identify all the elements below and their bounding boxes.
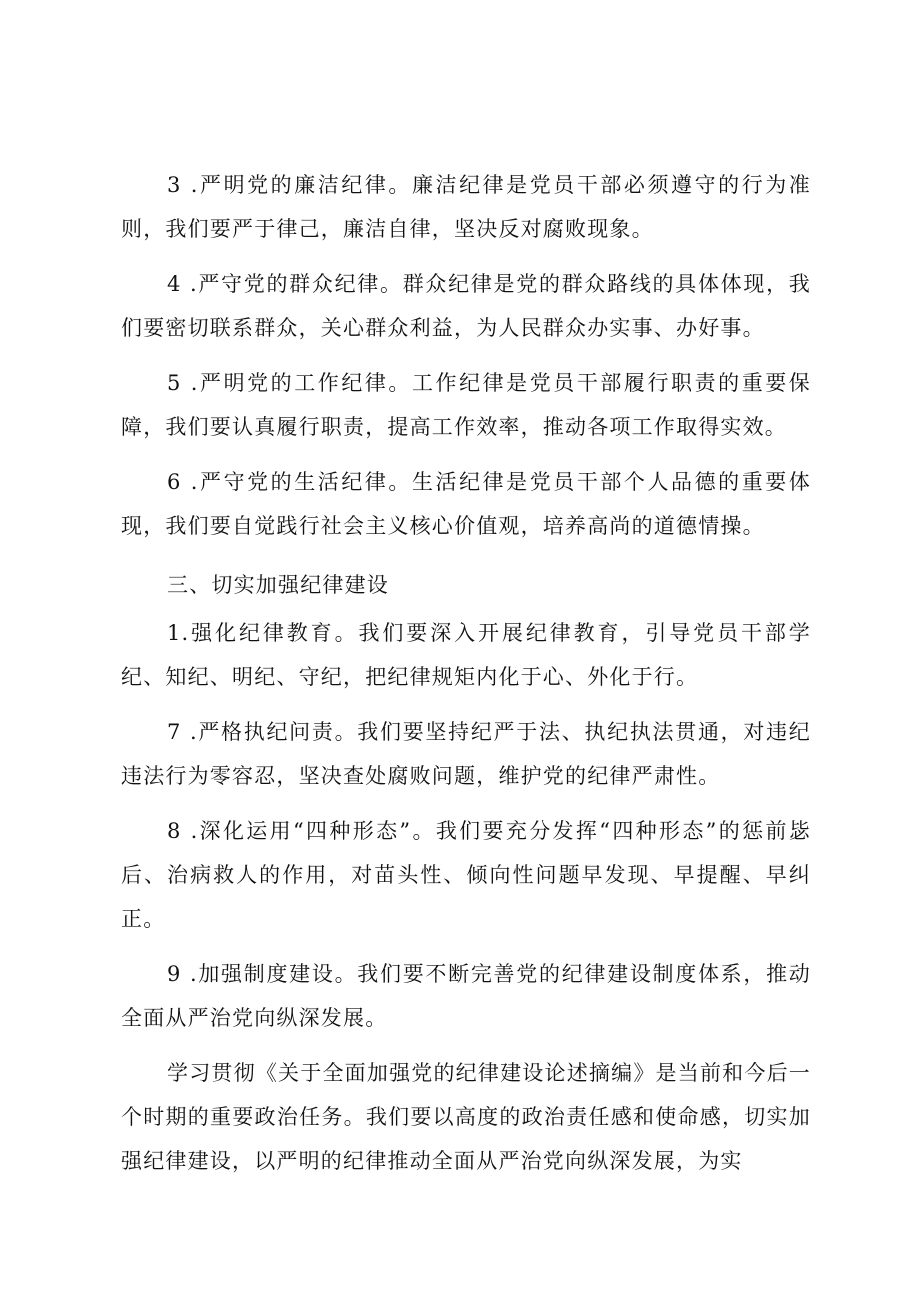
paragraph-discipline-education: 1.强化纪律教育。我们要深入开展纪律教育，引导党员干部学纪、知纪、明纪、守纪，把纪律规矩内化于心、外化于行。: [121, 621, 811, 689]
paragraph-accountability: 7 .严格执纪问责。我们要坚持纪严于法、执纪执法贯通，对违纪违法行为零容忍，坚决查处腐败问题，维护党的纪律严肃性。: [121, 720, 811, 788]
paragraph-conclusion: 学习贯彻《关于全面加强党的纪律建设论述摘编》是当前和今后一个时期的重要政治任务。我们要以高度的政治责任感和使命感，切实加强纪律建设，以严明的纪律推动全面从严治党向纵深发展，为实: [121, 1061, 811, 1173]
paragraph-system-building: 9 .加强制度建设。我们要不断完善党的纪律建设制度体系，推动全面从严治党向纵深发展。: [121, 962, 811, 1030]
paragraph-integrity-discipline: 3 .严明党的廉洁纪律。廉洁纪律是党员干部必须遵守的行为准则，我们要严于律己，廉洁自律，坚决反对腐败现象。: [121, 173, 811, 241]
paragraph-four-forms: 8 .深化运用“四种形态”。我们要充分发挥“四种形态”的惩前毖后、治病救人的作用，对苗头性、倾向性问题早发现、早提醒、早纠正。: [121, 819, 811, 931]
paragraph-work-discipline: 5 .严明党的工作纪律。工作纪律是党员干部履行职责的重要保障，我们要认真履行职责，提高工作效率，推动各项工作取得实效。: [121, 371, 811, 439]
document-body: [121, 163, 811, 1194]
paragraph-mass-discipline: 4 .严守党的群众纪律。群众纪律是党的群众路线的具体体现，我们要密切联系群众，关心群众利益，为人民群众办实事、办好事。: [121, 272, 811, 340]
section-heading: 三、切实加强纪律建设: [167, 573, 389, 597]
paragraph-life-discipline: 6 .严守党的生活纪律。生活纪律是党员干部个人品德的重要体现，我们要自觉践行社会主义核心价值观，培养高尚的道德情操。: [121, 470, 811, 538]
